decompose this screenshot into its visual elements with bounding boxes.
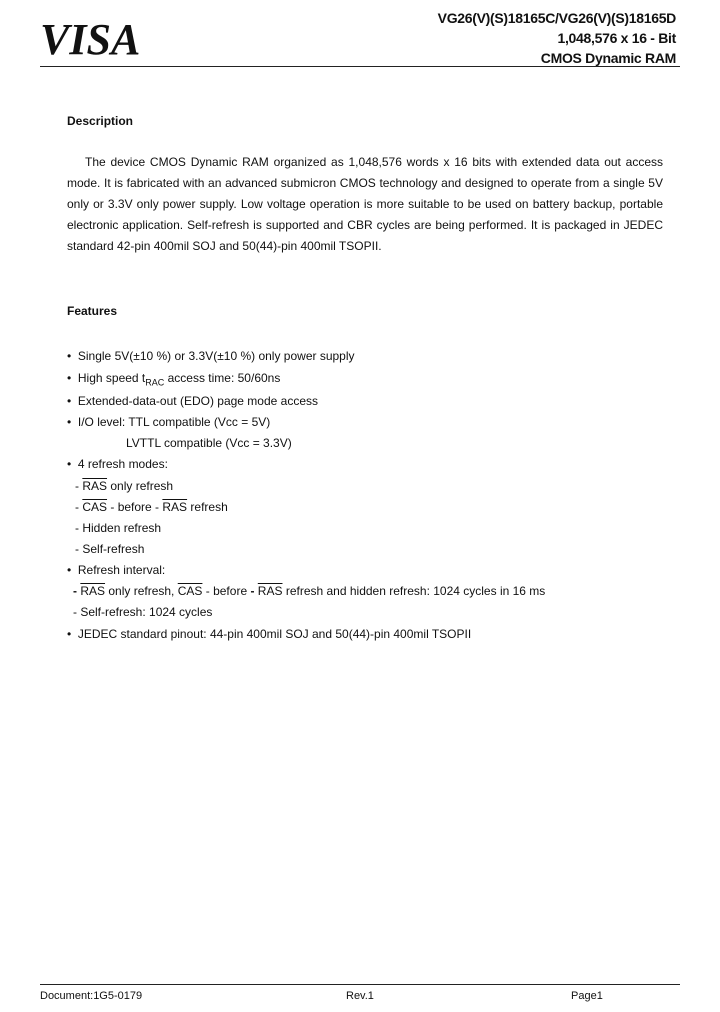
description-body	[67, 152, 663, 257]
bullet: •	[67, 371, 72, 385]
mode-hidden	[75, 521, 161, 535]
feature-io-lvttl: LVTTL compatible (Vcc = 3.3V)	[126, 436, 292, 450]
interval-line-2: - Self-refresh: 1024 cycles	[73, 605, 213, 619]
before-text: - before -	[107, 500, 163, 514]
mode-ras-only	[75, 479, 173, 493]
footer-document: Document:1G5-0179	[40, 990, 143, 1002]
interval-line-1	[73, 584, 545, 598]
cas-signal: $\overline{CAS}$	[82, 500, 108, 514]
dash: -	[75, 521, 83, 535]
hidden-refresh-text: Hidden refresh	[82, 521, 162, 535]
refresh-modes-text: 4 refresh modes:	[77, 457, 168, 471]
device-type: CMOS Dynamic RAM	[540, 50, 676, 66]
feature-edo	[67, 394, 318, 408]
header-block	[438, 8, 676, 68]
ras-signal: $\overline{RAS}$	[82, 479, 108, 493]
feature-refresh-modes	[67, 457, 168, 471]
bullet: •	[67, 394, 72, 408]
feature-interval	[67, 563, 165, 577]
mode-cbr	[75, 500, 228, 514]
interval-before-b: -	[250, 584, 258, 598]
bullet: •	[67, 563, 72, 577]
pinout-text: JEDEC standard pinout: 44-pin 400mil SOJ and 50(44)-pin 400mil TSOPII	[77, 627, 472, 641]
refresh-word: refresh	[187, 500, 228, 514]
ras-only-suffix: only refresh	[107, 479, 174, 493]
dash: -	[75, 500, 83, 514]
bullet: •	[67, 415, 72, 429]
footer-rule	[40, 984, 680, 985]
footer-rev: Rev.1	[346, 990, 374, 1002]
speed-subscript: RAC	[145, 377, 165, 388]
description-heading: Description	[67, 114, 134, 128]
dash: -	[73, 584, 81, 598]
feature-io-ttl	[67, 415, 270, 429]
interval-before-a: - before	[202, 584, 251, 598]
speed-prefix: High speed t	[77, 371, 146, 385]
feature-power-text: Single 5V(±10 %) or 3.3V(±10 %) only power supply	[77, 349, 355, 363]
feature-io-ttl-text: I/O level: TTL compatible (Vcc = 5V)	[77, 415, 271, 429]
organization: 1,048,576 x 16 - Bit	[557, 30, 676, 46]
feature-edo-text: Extended-data-out (EDO) page mode access	[77, 394, 319, 408]
bullet: •	[67, 457, 72, 471]
features-heading: Features	[67, 304, 118, 318]
part-number: VG26(V)(S)18165C/VG26(V)(S)18165D	[437, 10, 676, 26]
feature-speed	[67, 371, 280, 389]
ras-signal: $\overline{RAS}$	[80, 584, 106, 598]
speed-suffix: access time: 50/60ns	[164, 371, 281, 385]
interval-ras-only: only refresh,	[105, 584, 178, 598]
mode-self	[75, 542, 144, 556]
interval-label: Refresh interval:	[77, 563, 166, 577]
visa-logo	[40, 12, 160, 60]
bullet: •	[67, 627, 72, 641]
bullet: •	[67, 349, 72, 363]
footer-page: Page1	[571, 990, 603, 1002]
self-refresh-text: Self-refresh	[82, 542, 145, 556]
dash: -	[75, 542, 83, 556]
cas-signal: $\overline{CAS}$	[177, 584, 203, 598]
description-text: The device CMOS Dynamic RAM organized as 1,048,576 words x 16 bits with extended data out access mode. It is fabricated with an advanced submicron CMOS technology and designed to operate from a single 5V only or 3.3V only power supply. Low voltage operation is more suitable to be used on battery backup, portable electronic application. Self-refresh is supported and CBR cycles are being performed. It is packaged in JEDEC standard 42-pin 400mil SOJ and 50(44)-pin 400mil TSOPII.	[67, 155, 663, 253]
feature-pinout	[67, 627, 471, 641]
ras-signal: $\overline{RAS}$	[162, 500, 188, 514]
header-rule	[40, 66, 680, 67]
logo-text: VISA	[40, 15, 141, 60]
interval-tail: refresh and hidden refresh: 1024 cycles in 16 ms	[282, 584, 546, 598]
ras-signal: $\overline{RAS}$	[257, 584, 283, 598]
dash: -	[75, 479, 83, 493]
feature-power	[67, 349, 355, 363]
